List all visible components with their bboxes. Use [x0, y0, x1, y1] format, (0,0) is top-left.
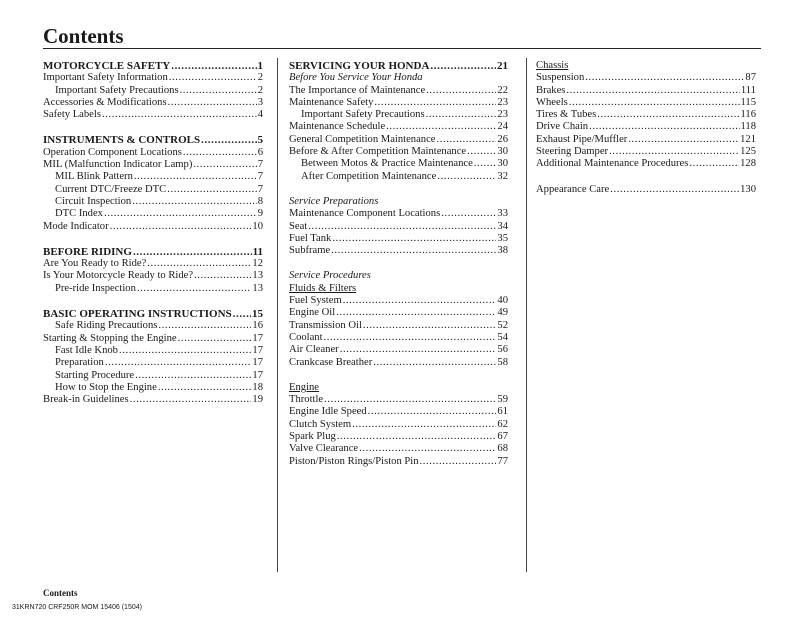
toc-dot-leader	[169, 72, 257, 84]
toc-dot-leader	[363, 320, 497, 332]
toc-entry-title: Important Safety Precautions	[301, 109, 425, 121]
toc-page-number: 1	[257, 60, 263, 72]
toc-page-number: 128	[740, 158, 756, 170]
column-divider	[526, 58, 527, 572]
toc-entry-title: Subframe	[289, 245, 331, 257]
toc-entry-title: INSTRUMENTS & CONTROLS	[43, 134, 201, 147]
toc-page-number: 8	[257, 195, 263, 207]
toc-page-number: 61	[497, 406, 508, 418]
toc-page-number: 30	[497, 146, 508, 158]
toc-page-number: 49	[497, 307, 508, 319]
toc-entry-title: Circuit Inspection	[55, 195, 132, 207]
toc-column-1	[43, 60, 263, 406]
toc-dot-leader	[331, 245, 496, 257]
toc-dot-leader	[201, 134, 256, 146]
toc-column-2	[289, 60, 508, 468]
toc-page-number: 17	[252, 369, 263, 381]
toc-page-number: 68	[497, 443, 508, 455]
toc-dot-leader	[193, 159, 256, 171]
toc-entry-title: Engine Idle Speed	[289, 406, 367, 418]
toc-entry-title: BASIC OPERATING INSTRUCTIONS	[43, 308, 232, 321]
toc-page-number: 3	[257, 96, 263, 108]
toc-entry[interactable]	[43, 258, 263, 270]
toc-entry-title: Throttle	[289, 394, 324, 406]
toc-entry-title: Are You Ready to Ride?	[43, 258, 147, 270]
toc-entry-title: Important Safety Precautions	[55, 84, 179, 96]
toc-entry-title: BEFORE RIDING	[43, 245, 132, 258]
toc-dot-leader	[441, 208, 496, 220]
toc-entry[interactable]	[43, 283, 263, 295]
toc-entry-title: Accessories & Modifications	[43, 96, 167, 108]
toc-entry-title: Chassis	[536, 60, 569, 71]
toc-entry-title: Clutch System	[289, 418, 352, 430]
toc-section-heading[interactable]	[289, 60, 508, 72]
toc-entry-title: Preparation	[55, 357, 104, 369]
toc-entry[interactable]	[289, 394, 508, 406]
toc-entry[interactable]	[289, 121, 508, 133]
toc-dot-leader	[426, 109, 497, 121]
toc-dot-leader	[137, 283, 252, 295]
toc-entry[interactable]	[289, 419, 508, 431]
toc-entry[interactable]	[289, 320, 508, 332]
toc-dot-leader	[368, 406, 497, 418]
toc-entry-title: Fluids & Filters	[289, 282, 357, 294]
toc-page-number: 18	[252, 381, 263, 393]
toc-page-number: 7	[257, 159, 263, 171]
toc-entry-title: Safety Labels	[43, 109, 101, 121]
toc-entry[interactable]	[43, 159, 263, 171]
toc-dot-leader	[332, 233, 496, 245]
toc-entry-title: Transmission Oil	[289, 319, 362, 331]
toc-page-number: 115	[740, 96, 756, 108]
toc-entry[interactable]	[43, 370, 263, 382]
toc-dot-leader	[373, 357, 496, 369]
toc-dot-leader	[566, 85, 739, 97]
toc-entry-title: Fuel Tank	[289, 232, 332, 244]
toc-dot-leader	[158, 320, 251, 332]
toc-dot-leader	[133, 246, 252, 258]
toc-entry[interactable]	[43, 394, 263, 406]
toc-dot-leader	[183, 147, 257, 159]
toc-entry[interactable]	[536, 97, 756, 109]
toc-page-number: 16	[252, 320, 263, 332]
toc-dot-leader	[119, 345, 251, 357]
toc-page-number: 38	[497, 245, 508, 257]
toc-spacer	[289, 257, 508, 270]
toc-dot-leader	[437, 171, 496, 183]
toc-entry-title: Fast Idle Knob	[55, 344, 118, 356]
toc-dot-leader	[130, 394, 252, 406]
toc-spacer	[536, 171, 756, 184]
toc-entry[interactable]	[289, 357, 508, 369]
toc-entry-title: Maintenance Component Locations	[289, 208, 441, 220]
toc-dot-leader	[430, 60, 496, 72]
toc-dot-leader	[374, 97, 496, 109]
toc-entry-title: Steering Damper	[536, 146, 609, 158]
toc-entry-title: Suspension	[536, 72, 585, 84]
toc-page-number: 13	[252, 282, 263, 294]
toc-entry-title: Maintenance Schedule	[289, 121, 386, 133]
toc-entry[interactable]	[289, 208, 508, 220]
toc-dot-leader	[308, 221, 496, 233]
toc-entry-title: MOTORCYCLE SAFETY	[43, 60, 171, 72]
toc-page-number: 21	[497, 60, 508, 72]
toc-spacer	[43, 233, 263, 246]
toc-entry-title: Before & After Competition Maintenance	[289, 146, 467, 158]
toc-page-number: 5	[257, 134, 263, 147]
toc-page-number: 62	[497, 418, 508, 430]
toc-page-number: 15	[252, 308, 263, 321]
toc-entry[interactable]	[43, 85, 263, 97]
toc-entry-title: Maintenance Safety	[289, 96, 374, 108]
toc-subheading[interactable]	[289, 196, 508, 208]
toc-page-number: 11	[252, 245, 263, 258]
toc-entry[interactable]	[289, 406, 508, 418]
toc-dot-leader	[102, 109, 257, 121]
toc-entry[interactable]	[289, 295, 508, 307]
toc-page-number: 111	[740, 84, 756, 96]
toc-entry-title: Is Your Motorcycle Ready to Ride?	[43, 270, 194, 282]
toc-page-number: 7	[257, 183, 263, 195]
toc-entry[interactable]	[289, 158, 508, 170]
toc-entry[interactable]	[289, 245, 508, 257]
toc-dot-leader	[337, 431, 497, 443]
toc-entry[interactable]	[536, 72, 756, 84]
toc-dot-leader	[609, 146, 739, 158]
toc-entry[interactable]	[43, 357, 263, 369]
toc-entry-title: Additional Maintenance Procedures	[536, 158, 689, 170]
toc-dot-leader	[110, 221, 252, 233]
toc-dot-leader	[171, 60, 256, 72]
toc-dot-leader	[104, 208, 257, 220]
toc-entry-title: Valve Clearance	[289, 443, 359, 455]
toc-entry[interactable]	[289, 221, 508, 233]
toc-page-number: 77	[497, 455, 508, 467]
toc-page-number: 6	[257, 146, 263, 158]
toc-entry[interactable]	[289, 171, 508, 183]
toc-page-number: 7	[257, 171, 263, 183]
toc-entry-title: After Competition Maintenance	[301, 170, 437, 182]
toc-spacer	[289, 183, 508, 196]
footer-document-code: 31KRN720 CRF250R MOM 15406 (1504)	[12, 604, 142, 611]
toc-entry-title: Safe Riding Precautions	[55, 320, 158, 332]
toc-dot-leader	[569, 97, 740, 109]
toc-dot-leader	[158, 382, 252, 394]
toc-entry[interactable]	[43, 184, 263, 196]
toc-page-number: 12	[252, 258, 263, 270]
toc-page-number: 17	[252, 344, 263, 356]
toc-entry[interactable]	[289, 332, 508, 344]
toc-entry[interactable]	[289, 109, 508, 121]
toc-dot-leader	[336, 307, 496, 319]
toc-entry[interactable]	[536, 109, 756, 121]
toc-entry-title: Drive Chain	[536, 121, 589, 133]
toc-page-number: 59	[497, 394, 508, 406]
toc-entry[interactable]	[536, 134, 756, 146]
toc-entry[interactable]	[43, 109, 263, 121]
toc-dot-leader	[168, 97, 257, 109]
toc-dot-leader	[340, 344, 497, 356]
toc-entry[interactable]	[289, 456, 508, 468]
toc-entry-title: Spark Plug	[289, 431, 336, 443]
toc-entry-title: SERVICING YOUR HONDA	[289, 60, 430, 72]
toc-entry[interactable]	[43, 382, 263, 394]
toc-page-number: 125	[740, 146, 756, 158]
toc-page-number: 52	[497, 319, 508, 331]
toc-entry[interactable]	[536, 158, 756, 170]
toc-dot-leader	[689, 158, 739, 170]
toc-spacer	[289, 369, 508, 382]
toc-dot-leader	[585, 72, 744, 84]
toc-dot-leader	[132, 196, 257, 208]
toc-page-number: 13	[252, 270, 263, 282]
toc-subheading[interactable]	[536, 60, 756, 72]
toc-dot-leader	[474, 158, 497, 170]
toc-page-number: 67	[497, 431, 508, 443]
toc-entry[interactable]	[289, 344, 508, 356]
toc-entry-title: General Competition Maintenance	[289, 133, 436, 145]
toc-dot-leader	[324, 332, 497, 344]
toc-entry[interactable]	[43, 72, 263, 84]
toc-entry-title: Wheels	[536, 96, 568, 108]
toc-page-number: 2	[257, 84, 263, 96]
toc-dot-leader	[467, 146, 496, 158]
toc-dot-leader	[194, 270, 251, 282]
toc-entry-title: Fuel System	[289, 295, 342, 307]
toc-entry-title: Crankcase Breather	[289, 356, 373, 368]
toc-dot-leader	[628, 134, 739, 146]
toc-page-number: 19	[252, 394, 263, 406]
toc-page-number: 118	[740, 121, 756, 133]
toc-page-number: 116	[740, 109, 756, 121]
toc-page-number: 10	[252, 220, 263, 232]
toc-page-number: 4	[257, 109, 263, 121]
toc-entry-title: MIL Blink Pattern	[55, 171, 133, 183]
toc-entry[interactable]	[43, 221, 263, 233]
toc-dot-leader	[135, 370, 251, 382]
toc-entry-title: Brakes	[536, 84, 566, 96]
column-divider	[277, 58, 278, 572]
toc-entry[interactable]	[289, 85, 508, 97]
toc-entry-title: Piston/Piston Rings/Piston Pin	[289, 455, 419, 467]
toc-dot-leader	[343, 295, 497, 307]
toc-entry[interactable]	[289, 233, 508, 245]
toc-entry[interactable]	[43, 147, 263, 159]
toc-page-number: 121	[740, 133, 756, 145]
toc-entry-title: DTC Index	[55, 208, 103, 220]
toc-page-number: 2	[257, 72, 263, 84]
toc-dot-leader	[105, 357, 252, 369]
toc-entry[interactable]	[289, 443, 508, 455]
toc-entry-title: Starting Procedure	[55, 369, 135, 381]
toc-page-number: 17	[252, 332, 263, 344]
toc-entry[interactable]	[289, 307, 508, 319]
toc-subheading[interactable]	[289, 270, 508, 282]
footer-section-label: Contents	[43, 588, 78, 598]
toc-section-heading[interactable]	[43, 246, 263, 258]
toc-entry-title: Exhaust Pipe/Muffler	[536, 133, 628, 145]
toc-subheading[interactable]	[289, 72, 508, 84]
toc-dot-leader	[426, 85, 496, 97]
toc-entry-title: Between Motos & Practice Maintenance	[301, 158, 473, 170]
toc-dot-leader	[420, 456, 497, 468]
toc-dot-leader	[180, 85, 257, 97]
toc-entry[interactable]	[43, 320, 263, 332]
toc-entry[interactable]	[43, 208, 263, 220]
toc-page-number: 87	[745, 72, 756, 84]
toc-entry-title: MIL (Malfunction Indicator Lamp)	[43, 159, 193, 171]
toc-page-number: 23	[497, 109, 508, 121]
toc-page-number: 32	[497, 170, 508, 182]
toc-page-number: 17	[252, 357, 263, 369]
toc-page-number: 35	[497, 232, 508, 244]
toc-dot-leader	[324, 394, 496, 406]
toc-page-number: 24	[497, 121, 508, 133]
toc-dot-leader	[352, 419, 496, 431]
toc-page-number: 56	[497, 344, 508, 356]
toc-dot-leader	[589, 121, 739, 133]
toc-entry-title: Mode Indicator	[43, 220, 109, 232]
toc-entry-title: How to Stop the Engine	[55, 381, 157, 393]
toc-page-number: 54	[497, 331, 508, 343]
toc-section-heading[interactable]	[43, 308, 263, 320]
toc-entry[interactable]	[43, 270, 263, 282]
toc-entry-title: Engine Oil	[289, 307, 336, 319]
toc-dot-leader	[233, 308, 251, 320]
toc-entry[interactable]	[289, 146, 508, 158]
toc-page-number: 40	[497, 295, 508, 307]
toc-entry[interactable]	[536, 121, 756, 133]
toc-page-number: 22	[497, 84, 508, 96]
toc-dot-leader	[610, 184, 739, 196]
toc-entry[interactable]	[43, 333, 263, 345]
toc-entry-title: Coolant	[289, 331, 323, 343]
toc-page-number: 23	[497, 96, 508, 108]
toc-dot-leader	[437, 134, 497, 146]
toc-entry-title: Operation Component Locations	[43, 146, 182, 158]
toc-spacer	[43, 295, 263, 308]
toc-entry[interactable]	[289, 134, 508, 146]
toc-dot-leader	[134, 171, 257, 183]
toc-subheading[interactable]	[289, 283, 508, 295]
page-title: Contents	[43, 24, 124, 48]
toc-dot-leader	[147, 258, 251, 270]
toc-entry[interactable]	[536, 146, 756, 158]
toc-page-number: 34	[497, 220, 508, 232]
toc-entry-title: Appearance Care	[536, 183, 610, 195]
title-rule	[43, 48, 761, 49]
toc-page-number: 58	[497, 356, 508, 368]
toc-entry-title: Current DTC/Freeze DTC	[55, 183, 167, 195]
toc-page-number: 130	[740, 183, 756, 195]
toc-dot-leader	[359, 443, 496, 455]
toc-section-heading[interactable]	[43, 60, 263, 72]
toc-page-number: 9	[257, 208, 263, 220]
toc-entry-title: Service Procedures	[289, 270, 371, 282]
toc-entry-title: Pre-ride Inspection	[55, 282, 136, 294]
toc-page-number: 26	[497, 133, 508, 145]
toc-column-3	[536, 60, 756, 196]
toc-dot-leader	[386, 121, 496, 133]
toc-entry-title: Engine	[289, 381, 320, 393]
toc-section-heading[interactable]	[43, 134, 263, 146]
toc-subheading[interactable]	[289, 382, 508, 394]
toc-dot-leader	[597, 109, 739, 121]
toc-entry[interactable]	[43, 171, 263, 183]
toc-entry-title: Service Preparations	[289, 195, 379, 207]
toc-entry[interactable]	[43, 345, 263, 357]
toc-page-number: 30	[497, 158, 508, 170]
toc-entry-title: Seat	[289, 220, 308, 232]
toc-entry-title: Before You Service Your Honda	[289, 72, 423, 84]
toc-entry[interactable]	[43, 97, 263, 109]
toc-entry-title: The Importance of Maintenance	[289, 84, 426, 96]
toc-dot-leader	[178, 333, 252, 345]
toc-entry[interactable]	[536, 85, 756, 97]
toc-entry-title: Important Safety Information	[43, 72, 168, 84]
toc-entry-title: Air Cleaner	[289, 344, 339, 356]
toc-dot-leader	[167, 184, 256, 196]
toc-entry[interactable]	[536, 184, 756, 196]
toc-entry[interactable]	[289, 431, 508, 443]
toc-entry-title: Break-in Guidelines	[43, 394, 129, 406]
toc-page-number: 33	[497, 208, 508, 220]
toc-entry[interactable]	[43, 196, 263, 208]
toc-entry[interactable]	[289, 97, 508, 109]
toc-entry-title: Starting & Stopping the Engine	[43, 332, 177, 344]
toc-entry-title: Tires & Tubes	[536, 109, 597, 121]
toc-spacer	[43, 121, 263, 134]
